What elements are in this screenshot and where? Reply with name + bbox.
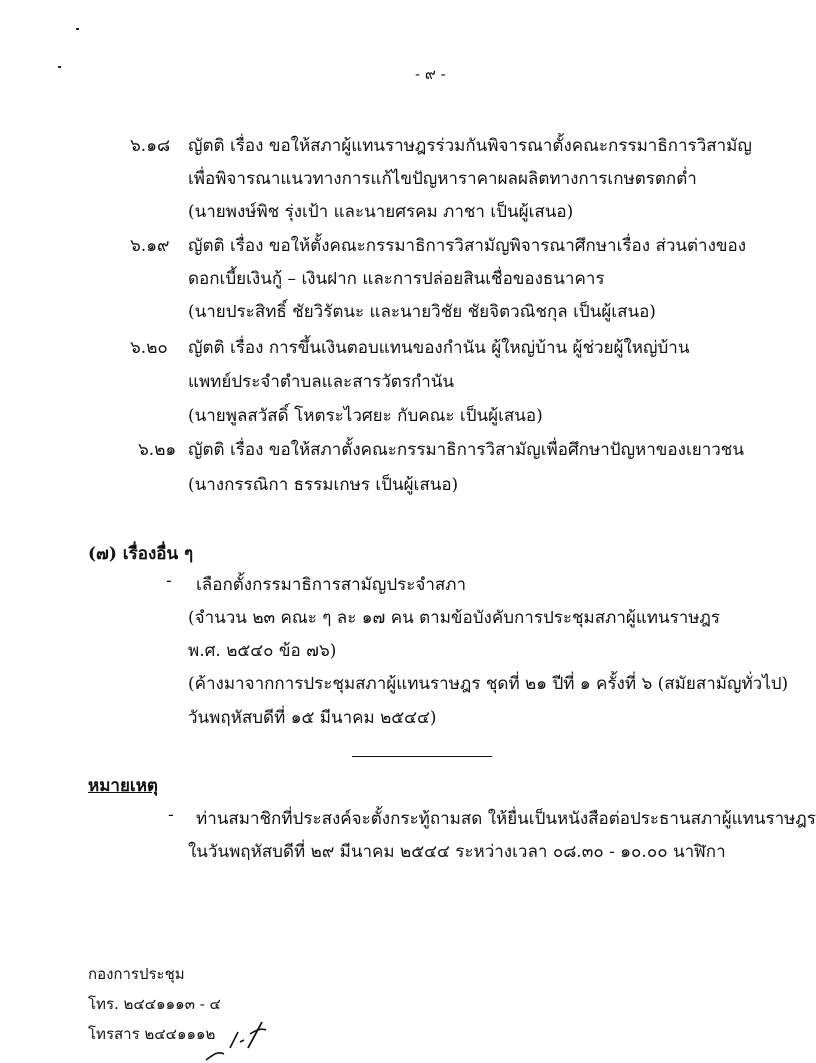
item-number: ๖.๒๑ xyxy=(138,440,177,460)
separator-line xyxy=(352,756,492,757)
section-text-line: พ.ศ. ๒๕๔๐ ข้อ ๗๖) xyxy=(188,641,337,661)
item-proposer: (นายพูลสวัสดิ์ โหตระไวศยะ กับคณะ เป็นผู้เสนอ) xyxy=(188,406,543,426)
note-text-line: ท่านสมาชิกที่ประสงค์จะตั้งกระทู้ถามสด ให้ยื่นเป็นหนังสือต่อประธานสภาผู้แทนราษฎร xyxy=(196,809,816,829)
item-number: ๖.๑๘ xyxy=(130,136,171,156)
item-text-line: ญัตติ เรื่อง การขึ้นเงินตอบแทนของกำนัน ผู้ใหญ่บ้าน ผู้ช่วยผู้ใหญ่บ้าน xyxy=(188,338,690,358)
item-proposer: (นายประสิทธิ์ ชัยวิรัตนะ และนายวิชัย ชัยจิตวณิชกุล เป็นผู้เสนอ) xyxy=(188,302,656,322)
section-heading: (๗) เรื่องอื่น ๆ xyxy=(88,544,194,564)
page-number: - ๙ - xyxy=(415,65,446,83)
item-text-line: ญัตติ เรื่อง ขอให้สภาตั้งคณะกรรมาธิการวิสามัญเพื่อศึกษาปัญหาของเยาวชน xyxy=(188,440,744,460)
item-text-line: ดอกเบี้ยเงินกู้ – เงินฝาก และการปล่อยสินเชื่อของธนาคาร xyxy=(188,269,605,289)
item-number: ๖.๑๙ xyxy=(130,236,170,256)
footer-fax: โทรสาร ๒๔๔๑๑๑๒ xyxy=(88,1025,216,1043)
item-text-line: ญัตติ เรื่อง ขอให้สภาผู้แทนราษฎรร่วมกันพิจารณาตั้งคณะกรรมาธิการวิสามัญ xyxy=(188,136,752,156)
section-text-line: (จำนวน ๒๓ คณะ ๆ ละ ๑๗ คน ตามข้อบังคับการประชุมสภาผู้แทนราษฎร xyxy=(188,608,721,628)
item-proposer: (นายพงษ์พิช รุ่งเป้า และนายศรคม ภาชา เป็นผู้เสนอ) xyxy=(188,202,574,222)
scan-speck xyxy=(76,28,79,30)
section-text-line: (ค้างมาจากการประชุมสภาผู้แทนราษฎร ชุดที่ ๒๑ ปีที่ ๑ ครั้งที่ ๖ (สมัยสามัญทั่วไป) xyxy=(188,674,789,694)
bullet: - xyxy=(168,805,174,825)
item-proposer: (นางกรรณิกา ธรรมเกษร เป็นผู้เสนอ) xyxy=(188,475,459,495)
footer-tel: โทร. ๒๔๔๑๑๑๓ - ๔ xyxy=(88,995,221,1013)
item-text-line: เพื่อพิจารณาแนวทางการแก้ไขปัญหาราคาผลผลิตทางการเกษตรตกต่ำ xyxy=(188,169,697,189)
note-text-line: ในวันพฤหัสบดีที่ ๒๙ มีนาคม ๒๕๔๔ ระหว่างเวลา ๐๘.๓๐ - ๑๐.๐๐ นาฬิกา xyxy=(188,842,726,862)
section-text-line: เลือกตั้งกรรมาธิการสามัญประจำสภา xyxy=(196,575,467,595)
item-number: ๖.๒๐ xyxy=(130,338,168,358)
scan-speck xyxy=(58,66,61,68)
handwritten-signature xyxy=(200,1018,270,1063)
footer-office: กองการประชุม xyxy=(88,965,185,983)
note-heading: หมายเหตุ xyxy=(88,776,158,796)
item-text-line: ญัตติ เรื่อง ขอให้ตั้งคณะกรรมาธิการวิสามัญพิจารณาศึกษาเรื่อง ส่วนต่างของ xyxy=(188,236,747,256)
section-text-line: วันพฤหัสบดีที่ ๑๕ มีนาคม ๒๕๔๔) xyxy=(188,708,437,728)
bullet: - xyxy=(166,571,172,591)
item-text-line: แพทย์ประจำตำบลและสารวัตรกำนัน xyxy=(188,372,455,392)
